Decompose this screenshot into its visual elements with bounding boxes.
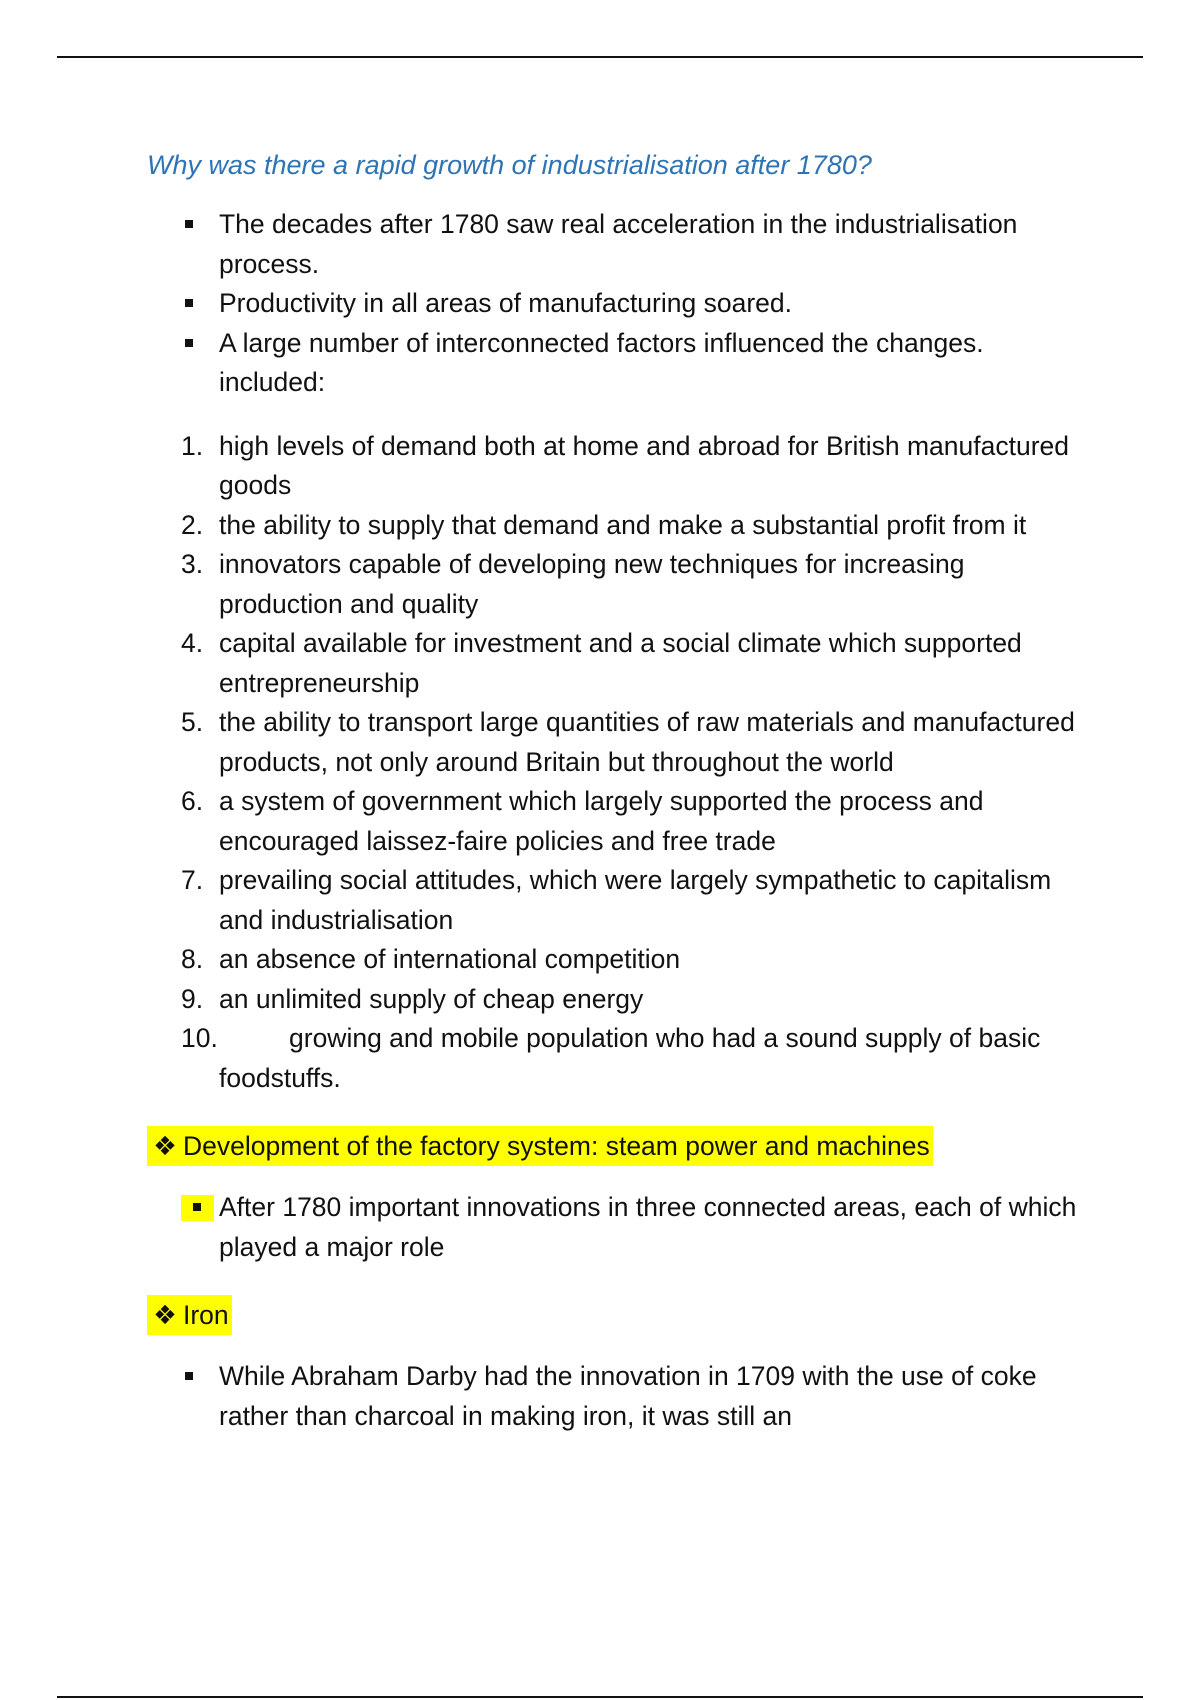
factor-item bbox=[181, 861, 1077, 940]
bullet-item bbox=[219, 284, 1077, 324]
list-number: 1. bbox=[181, 430, 204, 461]
diamond-bullet-icon: ❖ bbox=[153, 1300, 177, 1330]
bullet-text: While Abraham Darby had the innovation in 1709 with the use of coke rather than charcoal in making iron, it was still an bbox=[219, 1361, 1037, 1431]
list-number: 9. bbox=[181, 983, 204, 1014]
factor-item bbox=[181, 427, 1077, 506]
factor-text: an absence of international competition bbox=[219, 944, 681, 974]
intro-bullet-list bbox=[147, 205, 1077, 403]
factory-bullet-list bbox=[147, 1188, 1077, 1267]
factor-text: a system of government which largely supported the process and encouraged laissez-faire policies and free trade bbox=[219, 786, 984, 856]
bullet-text: The decades after 1780 saw real acceleration in the industrialisation process. bbox=[219, 209, 1018, 279]
diamond-bullet-icon: ❖ bbox=[153, 1131, 177, 1161]
list-number: 8. bbox=[181, 944, 204, 974]
bullet-text: Productivity in all areas of manufacturing soared. bbox=[219, 288, 792, 318]
factor-text: growing and mobile population who had a sound supply of basic foodstuffs. bbox=[219, 1023, 1041, 1093]
square-bullet-icon bbox=[185, 299, 193, 307]
iron-bullet-list bbox=[147, 1357, 1077, 1436]
factor-item bbox=[181, 624, 1077, 703]
list-number: 10. bbox=[181, 1023, 218, 1053]
factors-numbered-list bbox=[147, 427, 1077, 1099]
list-number: 6. bbox=[181, 786, 204, 816]
bottom-rule bbox=[57, 1696, 1143, 1698]
bullet-item bbox=[219, 324, 1077, 403]
list-number: 7. bbox=[181, 865, 204, 895]
bullet-item bbox=[219, 1188, 1077, 1267]
list-number: 4. bbox=[181, 628, 204, 658]
list-number: 5. bbox=[181, 707, 204, 737]
factor-item bbox=[181, 940, 1077, 980]
factor-text: high levels of demand both at home and abroad for British manufactured goods bbox=[219, 430, 1069, 500]
factor-text: capital available for investment and a social climate which supported entrepreneurship bbox=[219, 628, 1022, 698]
iron-title: Iron bbox=[183, 1300, 229, 1330]
square-bullet-icon bbox=[185, 1372, 193, 1380]
square-bullet-icon bbox=[185, 220, 193, 228]
square-bullet-icon bbox=[185, 339, 193, 347]
bullet-item bbox=[219, 1357, 1077, 1436]
list-number: 3. bbox=[181, 549, 204, 579]
factor-text: the ability to supply that demand and make a substantial profit from it bbox=[219, 509, 1027, 540]
factor-text: the ability to transport large quantities of raw materials and manufactured products, not only around Britain but throughout the world bbox=[219, 707, 1075, 777]
bullet-text: A large number of interconnected factors influenced the changes. included: bbox=[219, 327, 984, 397]
factor-item bbox=[181, 1019, 1077, 1098]
factor-item bbox=[181, 545, 1077, 624]
factory-system-heading bbox=[147, 1126, 933, 1166]
bullet-text: After 1780 important innovations in three connected areas, each of which played a major role bbox=[219, 1192, 1077, 1262]
square-bullet-icon bbox=[181, 1195, 214, 1221]
section-heading: Why was there a rapid growth of industrialisation after 1780? bbox=[147, 150, 872, 180]
bullet-item bbox=[219, 205, 1077, 284]
iron-heading bbox=[147, 1295, 232, 1335]
factor-item bbox=[181, 506, 1077, 546]
document-body bbox=[147, 145, 1077, 1436]
factor-text: an unlimited supply of cheap energy bbox=[219, 983, 644, 1014]
top-rule bbox=[57, 56, 1143, 58]
factor-text: innovators capable of developing new techniques for increasing production and quality bbox=[219, 549, 965, 619]
factor-item bbox=[181, 782, 1077, 861]
factory-system-title: Development of the factory system: steam power and machines bbox=[183, 1131, 930, 1161]
factor-item bbox=[181, 703, 1077, 782]
factor-text: prevailing social attitudes, which were largely sympathetic to capitalism and industrialisation bbox=[219, 865, 1052, 935]
list-number: 2. bbox=[181, 509, 204, 540]
factor-item bbox=[181, 980, 1077, 1020]
